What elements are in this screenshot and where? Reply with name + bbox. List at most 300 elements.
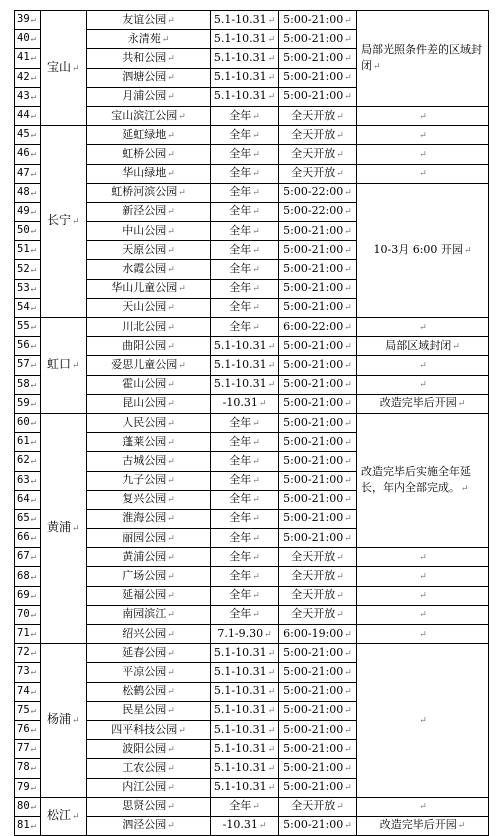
park-name-text: 民星公园	[122, 703, 167, 717]
open-hours-text: 5:00-21:00	[283, 89, 344, 103]
paragraph-mark: ↵	[336, 572, 344, 583]
paragraph-mark: ↵	[167, 552, 175, 563]
park-name	[87, 145, 211, 164]
paragraph-mark: ↵	[167, 437, 175, 448]
paragraph-mark: ↵	[344, 380, 352, 391]
paragraph-mark: ↵	[252, 476, 260, 487]
row-number	[15, 375, 41, 394]
park-name-text: 丽园公园	[122, 530, 167, 544]
park-name	[87, 337, 211, 356]
open-hours	[279, 126, 357, 145]
table-body	[15, 11, 489, 836]
paragraph-mark: ↵	[167, 821, 175, 832]
paragraph-mark: ↵	[344, 744, 352, 755]
open-hours-text: 5:00-21:00	[283, 281, 344, 295]
remark-cell	[357, 126, 489, 145]
row-number-text: 81	[17, 818, 30, 831]
open-hours	[279, 87, 357, 106]
paragraph-mark: ↵	[344, 629, 352, 640]
open-season	[211, 126, 279, 145]
row-number	[15, 759, 41, 778]
park-name-text: 川北公园	[122, 319, 167, 333]
paragraph-mark: ↵	[167, 667, 175, 678]
open-season	[211, 30, 279, 49]
paragraph-mark: ↵	[30, 130, 37, 141]
park-name-text: 泗塘公园	[122, 70, 167, 84]
open-season	[211, 279, 279, 298]
paragraph-mark: ↵	[30, 475, 37, 486]
row-number-text: 51	[17, 243, 30, 256]
open-season-text: 7.1-9.30	[217, 626, 264, 640]
park-name-text: 蓬莱公园	[122, 434, 167, 448]
open-season-text: 全年	[229, 108, 252, 122]
remark-cell-text: ↵	[419, 715, 427, 726]
park-name	[87, 260, 211, 279]
paragraph-mark: ↵	[252, 610, 260, 621]
row-number	[15, 337, 41, 356]
open-hours-text: 5:00-21:00	[283, 684, 344, 698]
park-name	[87, 394, 211, 413]
paragraph-mark: ↵	[30, 763, 37, 774]
paragraph-mark: ↵	[167, 783, 175, 794]
open-hours	[279, 644, 357, 663]
open-hours	[279, 548, 357, 567]
paragraph-mark: ↵	[252, 130, 260, 141]
row-number-text: 77	[17, 742, 30, 755]
open-season-text: 全年	[229, 799, 252, 813]
park-name	[87, 318, 211, 337]
open-hours	[279, 202, 357, 221]
paragraph-mark: ↵	[336, 130, 344, 141]
row-number	[15, 740, 41, 759]
paragraph-mark: ↵	[161, 34, 170, 45]
paragraph-mark: ↵	[30, 302, 37, 313]
open-hours	[279, 318, 357, 337]
row-number-text: 50	[17, 224, 30, 237]
paragraph-mark: ↵	[252, 456, 260, 467]
paragraph-mark: ↵	[344, 15, 352, 26]
open-hours	[279, 145, 357, 164]
paragraph-mark: ↵	[258, 821, 267, 832]
paragraph-mark: ↵	[252, 322, 260, 333]
open-season	[211, 471, 279, 490]
row-number	[15, 241, 41, 260]
paragraph-mark: ↵	[30, 686, 37, 697]
table-row	[15, 126, 489, 145]
open-season-text: 全年	[229, 473, 252, 487]
row-number-text: 52	[17, 262, 30, 275]
open-hours	[279, 164, 357, 183]
paragraph-mark: ↵	[167, 802, 175, 813]
paragraph-mark: ↵	[72, 715, 80, 726]
open-hours-text: 5:00-21:00	[283, 664, 344, 678]
open-season-text: -10.31	[222, 818, 258, 832]
paragraph-mark: ↵	[30, 72, 37, 83]
row-number	[15, 701, 41, 720]
park-name	[87, 413, 211, 432]
row-number-text: 46	[17, 147, 30, 160]
paragraph-mark: ↵	[252, 572, 260, 583]
open-season-text: 全年	[229, 530, 252, 544]
table-row	[15, 644, 489, 663]
row-number-text: 48	[17, 185, 30, 198]
paragraph-mark: ↵	[344, 437, 352, 448]
open-season	[211, 625, 279, 644]
open-hours	[279, 720, 357, 739]
row-number-text: 41	[17, 51, 30, 64]
open-season-text: 全年	[229, 415, 252, 429]
open-hours	[279, 509, 357, 528]
paragraph-mark: ↵	[252, 533, 260, 544]
open-hours	[279, 567, 357, 586]
open-hours	[279, 337, 357, 356]
open-hours	[279, 759, 357, 778]
district-cell-text: 杨浦	[47, 711, 72, 726]
row-number	[15, 625, 41, 644]
open-hours	[279, 106, 357, 125]
park-name-text: 九子公园	[122, 473, 167, 487]
open-season-text: 全年	[229, 262, 252, 276]
park-name	[87, 30, 211, 49]
open-hours	[279, 625, 357, 644]
remark-cell	[357, 318, 489, 337]
paragraph-mark: ↵	[30, 379, 37, 390]
park-name	[87, 509, 211, 528]
row-number-text: 42	[17, 70, 30, 83]
open-season	[211, 260, 279, 279]
park-name-text: 月浦公园	[122, 89, 167, 103]
paragraph-mark: ↵	[167, 207, 175, 218]
open-season	[211, 740, 279, 759]
paragraph-mark: ↵	[252, 169, 260, 180]
paragraph-mark: ↵	[167, 456, 175, 467]
paragraph-mark: ↵	[30, 418, 37, 429]
open-hours-text: 全天开放	[291, 799, 336, 813]
row-number-text: 60	[17, 416, 30, 429]
park-name	[87, 663, 211, 682]
open-season-text: 5.1-10.31	[213, 70, 267, 84]
paragraph-mark: ↵	[344, 245, 352, 256]
row-number-text: 55	[17, 320, 30, 333]
row-number-text: 80	[17, 799, 30, 812]
row-number	[15, 49, 41, 68]
paragraph-mark: ↵	[344, 322, 352, 333]
open-hours-text: 5:00-22:00	[283, 204, 344, 218]
open-hours-text: 5:00-21:00	[283, 12, 344, 26]
row-number-text: 78	[17, 761, 30, 774]
open-season	[211, 797, 279, 816]
remark-cell-text: ↵	[419, 380, 427, 391]
park-name-text: 爱思儿童公园	[111, 357, 178, 371]
park-name-text: 平凉公园	[122, 664, 167, 678]
open-hours	[279, 298, 357, 317]
open-season-text: 全年	[229, 319, 252, 333]
paragraph-mark: ↵	[267, 763, 276, 774]
open-hours	[279, 260, 357, 279]
park-name-text: 延春公园	[122, 645, 167, 659]
park-name	[87, 740, 211, 759]
open-season-text: 5.1-10.31	[213, 31, 267, 45]
paragraph-mark: ↵	[344, 360, 352, 371]
park-name-text: 宝山滨江公园	[111, 108, 178, 122]
open-season	[211, 375, 279, 394]
remark-cell-text: ↵	[419, 130, 427, 141]
paragraph-mark: ↵	[267, 73, 276, 84]
open-season-text: 全年	[229, 588, 252, 602]
table-row	[15, 413, 489, 432]
paragraph-mark: ↵	[344, 783, 352, 794]
park-name-text: 复兴公园	[122, 492, 167, 506]
paragraph-mark: ↵	[167, 591, 175, 602]
paragraph-mark: ↵	[252, 802, 260, 813]
paragraph-mark: ↵	[267, 706, 276, 717]
paragraph-mark: ↵	[344, 418, 352, 429]
paragraph-mark: ↵	[252, 418, 260, 429]
paragraph-mark: ↵	[344, 34, 352, 45]
paragraph-mark: ↵	[30, 15, 37, 26]
paragraph-mark: ↵	[167, 341, 175, 352]
open-hours-text: 5:00-22:00	[283, 185, 344, 199]
table-row	[15, 567, 489, 586]
paragraph-mark: ↵	[167, 73, 175, 84]
paragraph-mark: ↵	[344, 303, 352, 314]
paragraph-mark: ↵	[252, 207, 260, 218]
open-hours-text: 5:00-21:00	[283, 492, 344, 506]
open-hours-text: 5:00-21:00	[283, 780, 344, 794]
paragraph-mark: ↵	[167, 706, 175, 717]
paragraph-mark: ↵	[373, 61, 381, 72]
open-hours-text: 5:00-21:00	[283, 357, 344, 371]
paragraph-mark: ↵	[336, 552, 344, 563]
paragraph-mark: ↵	[30, 648, 37, 659]
row-number	[15, 720, 41, 739]
remark-cell-text: ↵	[419, 360, 427, 371]
open-season-text: 全年	[229, 223, 252, 237]
park-name	[87, 222, 211, 241]
paragraph-mark: ↵	[463, 245, 472, 256]
park-name	[87, 625, 211, 644]
paragraph-mark: ↵	[344, 284, 352, 295]
row-number	[15, 356, 41, 375]
open-season	[211, 222, 279, 241]
table-row	[15, 11, 489, 30]
paragraph-mark: ↵	[252, 226, 260, 237]
open-season	[211, 452, 279, 471]
park-name-text: 中山公园	[122, 223, 167, 237]
park-name	[87, 682, 211, 701]
open-hours	[279, 183, 357, 202]
paragraph-mark: ↵	[167, 226, 175, 237]
paragraph-mark: ↵	[344, 533, 352, 544]
row-number-text: 74	[17, 684, 30, 697]
row-number	[15, 509, 41, 528]
open-hours-text: 5:00-21:00	[283, 760, 344, 774]
row-number-text: 40	[17, 32, 30, 45]
paragraph-mark: ↵	[72, 360, 80, 371]
open-hours	[279, 778, 357, 797]
paragraph-mark: ↵	[167, 572, 175, 583]
table-row	[15, 625, 489, 644]
row-number	[15, 433, 41, 452]
remark-cell-text: ↵	[419, 591, 427, 602]
remark-cell	[357, 11, 489, 107]
paragraph-mark: ↵	[30, 571, 37, 582]
row-number	[15, 797, 41, 816]
open-season-text: 5.1-10.31	[213, 89, 267, 103]
district-cell	[41, 797, 87, 835]
paragraph-mark: ↵	[30, 34, 37, 45]
paragraph-mark: ↵	[344, 687, 352, 698]
paragraph-mark: ↵	[252, 188, 260, 199]
open-hours-text: 全天开放	[291, 569, 336, 583]
paragraph-mark: ↵	[72, 811, 80, 822]
district-cell-text: 虹口	[47, 356, 72, 371]
open-hours-text: 5:00-21:00	[283, 722, 344, 736]
paragraph-mark: ↵	[167, 687, 175, 698]
open-season	[211, 759, 279, 778]
open-hours-text: 5:00-21:00	[283, 300, 344, 314]
paragraph-mark: ↵	[252, 514, 260, 525]
row-number-text: 45	[17, 128, 30, 141]
park-name-text: 水霞公园	[122, 262, 167, 276]
open-season-text: 5.1-10.31	[213, 338, 267, 352]
open-season	[211, 11, 279, 30]
row-number	[15, 471, 41, 490]
remark-cell-text: 局部光照条件差的区域封闭	[361, 42, 482, 72]
open-season-text: 5.1-10.31	[213, 664, 267, 678]
paragraph-mark: ↵	[167, 495, 175, 506]
row-number	[15, 663, 41, 682]
paragraph-mark: ↵	[30, 206, 37, 217]
paragraph-mark: ↵	[267, 92, 276, 103]
district-cell	[41, 126, 87, 318]
open-season	[211, 548, 279, 567]
paragraph-mark: ↵	[252, 284, 260, 295]
paragraph-mark: ↵	[267, 360, 276, 371]
row-number	[15, 11, 41, 30]
park-name	[87, 567, 211, 586]
paragraph-mark: ↵	[267, 53, 276, 64]
remark-cell	[357, 548, 489, 567]
open-season-text: 全年	[229, 453, 252, 467]
row-number-text: 56	[17, 339, 30, 352]
row-number-text: 69	[17, 588, 30, 601]
paragraph-mark: ↵	[167, 399, 175, 410]
paragraph-mark: ↵	[267, 667, 276, 678]
paragraph-mark: ↵	[344, 265, 352, 276]
paragraph-mark: ↵	[344, 648, 352, 659]
row-number	[15, 644, 41, 663]
row-number	[15, 298, 41, 317]
row-number	[15, 413, 41, 432]
paragraph-mark: ↵	[30, 283, 37, 294]
paragraph-mark: ↵	[344, 476, 352, 487]
paragraph-mark: ↵	[30, 111, 37, 122]
open-season-text: 全年	[229, 607, 252, 621]
paragraph-mark: ↵	[344, 725, 352, 736]
row-number	[15, 164, 41, 183]
open-season-text: 全年	[229, 434, 252, 448]
paragraph-mark: ↵	[336, 111, 344, 122]
park-name-text: 天原公园	[122, 242, 167, 256]
open-hours-text: 全天开放	[291, 108, 336, 122]
open-hours-text: 5:00-21:00	[283, 511, 344, 525]
paragraph-mark: ↵	[344, 92, 352, 103]
paragraph-mark: ↵	[30, 725, 37, 736]
paragraph-mark: ↵	[72, 217, 80, 228]
open-hours-text: 5:00-21:00	[283, 530, 344, 544]
park-name-text: 古城公园	[122, 453, 167, 467]
paragraph-mark: ↵	[30, 341, 37, 352]
district-cell	[41, 644, 87, 798]
open-season	[211, 145, 279, 164]
park-name-text: 思贤公园	[122, 799, 167, 813]
district-cell	[41, 318, 87, 414]
open-hours	[279, 797, 357, 816]
remark-cell	[357, 644, 489, 798]
paragraph-mark: ↵	[167, 418, 175, 429]
open-season	[211, 106, 279, 125]
open-season-text: 5.1-10.31	[213, 645, 267, 659]
open-hours-text: 6:00-22:00	[283, 319, 344, 333]
remark-cell-text: 10-3月 6:00 开园	[373, 242, 463, 256]
open-hours	[279, 663, 357, 682]
paragraph-mark: ↵	[30, 226, 37, 237]
park-name	[87, 202, 211, 221]
open-season	[211, 298, 279, 317]
remark-cell	[357, 375, 489, 394]
open-hours	[279, 413, 357, 432]
park-name	[87, 778, 211, 797]
paragraph-mark: ↵	[72, 524, 80, 535]
remark-cell	[357, 816, 489, 835]
remark-cell	[357, 337, 489, 356]
paragraph-mark: ↵	[30, 398, 37, 409]
remark-cell-text: ↵	[419, 149, 427, 160]
park-name	[87, 298, 211, 317]
row-number-text: 70	[17, 607, 30, 620]
park-name	[87, 720, 211, 739]
park-name	[87, 126, 211, 145]
open-hours-text: 全天开放	[291, 127, 336, 141]
park-name	[87, 87, 211, 106]
paragraph-mark: ↵	[167, 514, 175, 525]
open-season	[211, 529, 279, 548]
paragraph-mark: ↵	[344, 763, 352, 774]
park-name	[87, 375, 211, 394]
paragraph-mark: ↵	[267, 648, 276, 659]
park-name	[87, 356, 211, 375]
park-name	[87, 644, 211, 663]
open-season	[211, 433, 279, 452]
open-season-text: 全年	[229, 146, 252, 160]
park-name	[87, 241, 211, 260]
park-name	[87, 106, 211, 125]
paragraph-mark: ↵	[344, 226, 352, 237]
park-name	[87, 279, 211, 298]
table-row	[15, 106, 489, 125]
paragraph-mark: ↵	[267, 687, 276, 698]
table-row	[15, 394, 489, 413]
paragraph-mark: ↵	[336, 169, 344, 180]
row-number-text: 53	[17, 281, 30, 294]
paragraph-mark: ↵	[30, 609, 37, 620]
row-number	[15, 30, 41, 49]
open-hours-text: 5:00-21:00	[283, 415, 344, 429]
row-number	[15, 279, 41, 298]
park-name-text: 天山公园	[122, 300, 167, 314]
row-number-text: 54	[17, 300, 30, 313]
